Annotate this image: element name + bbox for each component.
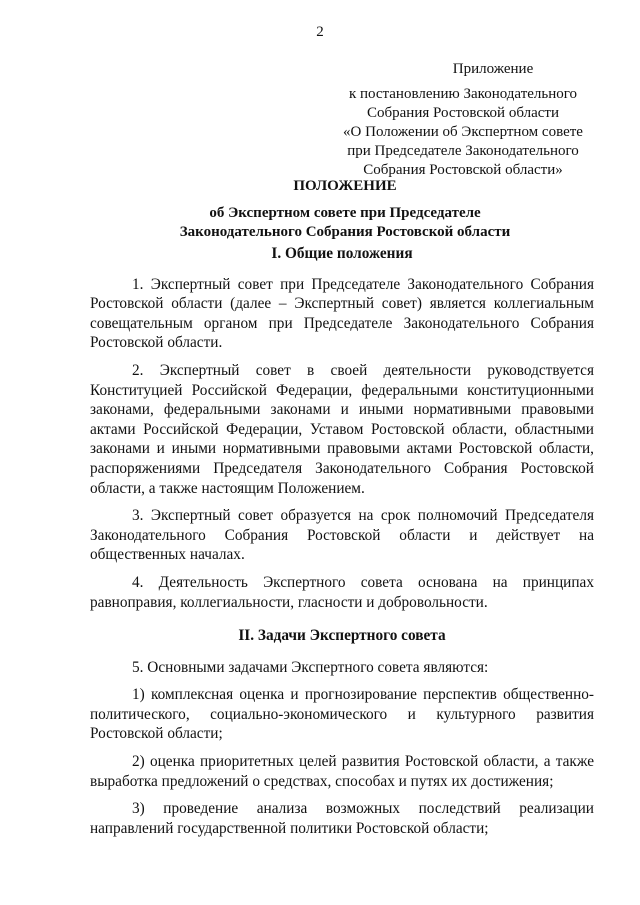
- list-item: 1) комплексная оценка и прогнозирование перспектив общественно-политического, социально-экономического и культурного развития Ростовской области;: [90, 686, 594, 743]
- appendix-line: при Председателе Законодательного: [347, 143, 579, 159]
- document-title: ПОЛОЖЕНИЕ: [293, 178, 397, 194]
- paragraph: 1. Экспертный совет при Председателе Законодательного Собрания Ростовской области (далее – Экспертный совет) является коллегиальным совещательным органом при Председателе Законодательного Собрания Ростовской области.: [90, 275, 594, 352]
- paragraph: 2. Экспертный совет в своей деятельности руководствуется Конституцией Российской Федерации, федеральными конституционными законами, федеральными законами и иными нормативными правовыми актами Российской Федерации, Уставом Ростовской области, областными законами и иными нормативными правовыми актами Ростовской области, распоряжениями Председателя Законодательного Собрания Ростовской области, а также настоящим Положением.: [90, 361, 594, 497]
- appendix-line: Собрания Ростовской области»: [363, 162, 563, 178]
- document-body: [90, 244, 594, 846]
- paragraph: 4. Деятельность Экспертного совета основана на принципах равноправия, коллегиальности, гласности и добровольности.: [90, 573, 594, 611]
- section-heading-tasks: II. Задачи Экспертного совета: [238, 627, 446, 645]
- list-item: 2) оценка приоритетных целей развития Ростовской области, а также выработка предложений о средствах, способах и путях их достижения;: [90, 753, 594, 790]
- appendix-line: «О Положении об Экспертном совете: [343, 124, 583, 140]
- appendix-line: к постановлению Законодательного: [348, 86, 578, 102]
- paragraph: 3. Экспертный совет образуется на срок полномочий Председателя Законодательного Собрания Ростовской области и действует на общественных началах.: [90, 507, 594, 564]
- appendix-block: [318, 60, 608, 180]
- appendix-title: Приложение: [452, 61, 534, 77]
- list-item: 3) проведение анализа возможных последствий реализации направлений государственной политики Ростовской области;: [90, 800, 594, 837]
- document-title-block: [80, 177, 610, 242]
- document-subtitle-line: Законодательного Собрания Ростовской области: [179, 224, 511, 240]
- paragraph: 5. Основными задачами Экспертного совета являются:: [132, 658, 489, 676]
- appendix-line: Собрания Ростовской области: [367, 105, 559, 121]
- section-heading-general: I. Общие положения: [271, 245, 413, 262]
- page-number: 2: [316, 24, 324, 40]
- document-subtitle-line: об Экспертном совете при Председателе: [209, 205, 481, 221]
